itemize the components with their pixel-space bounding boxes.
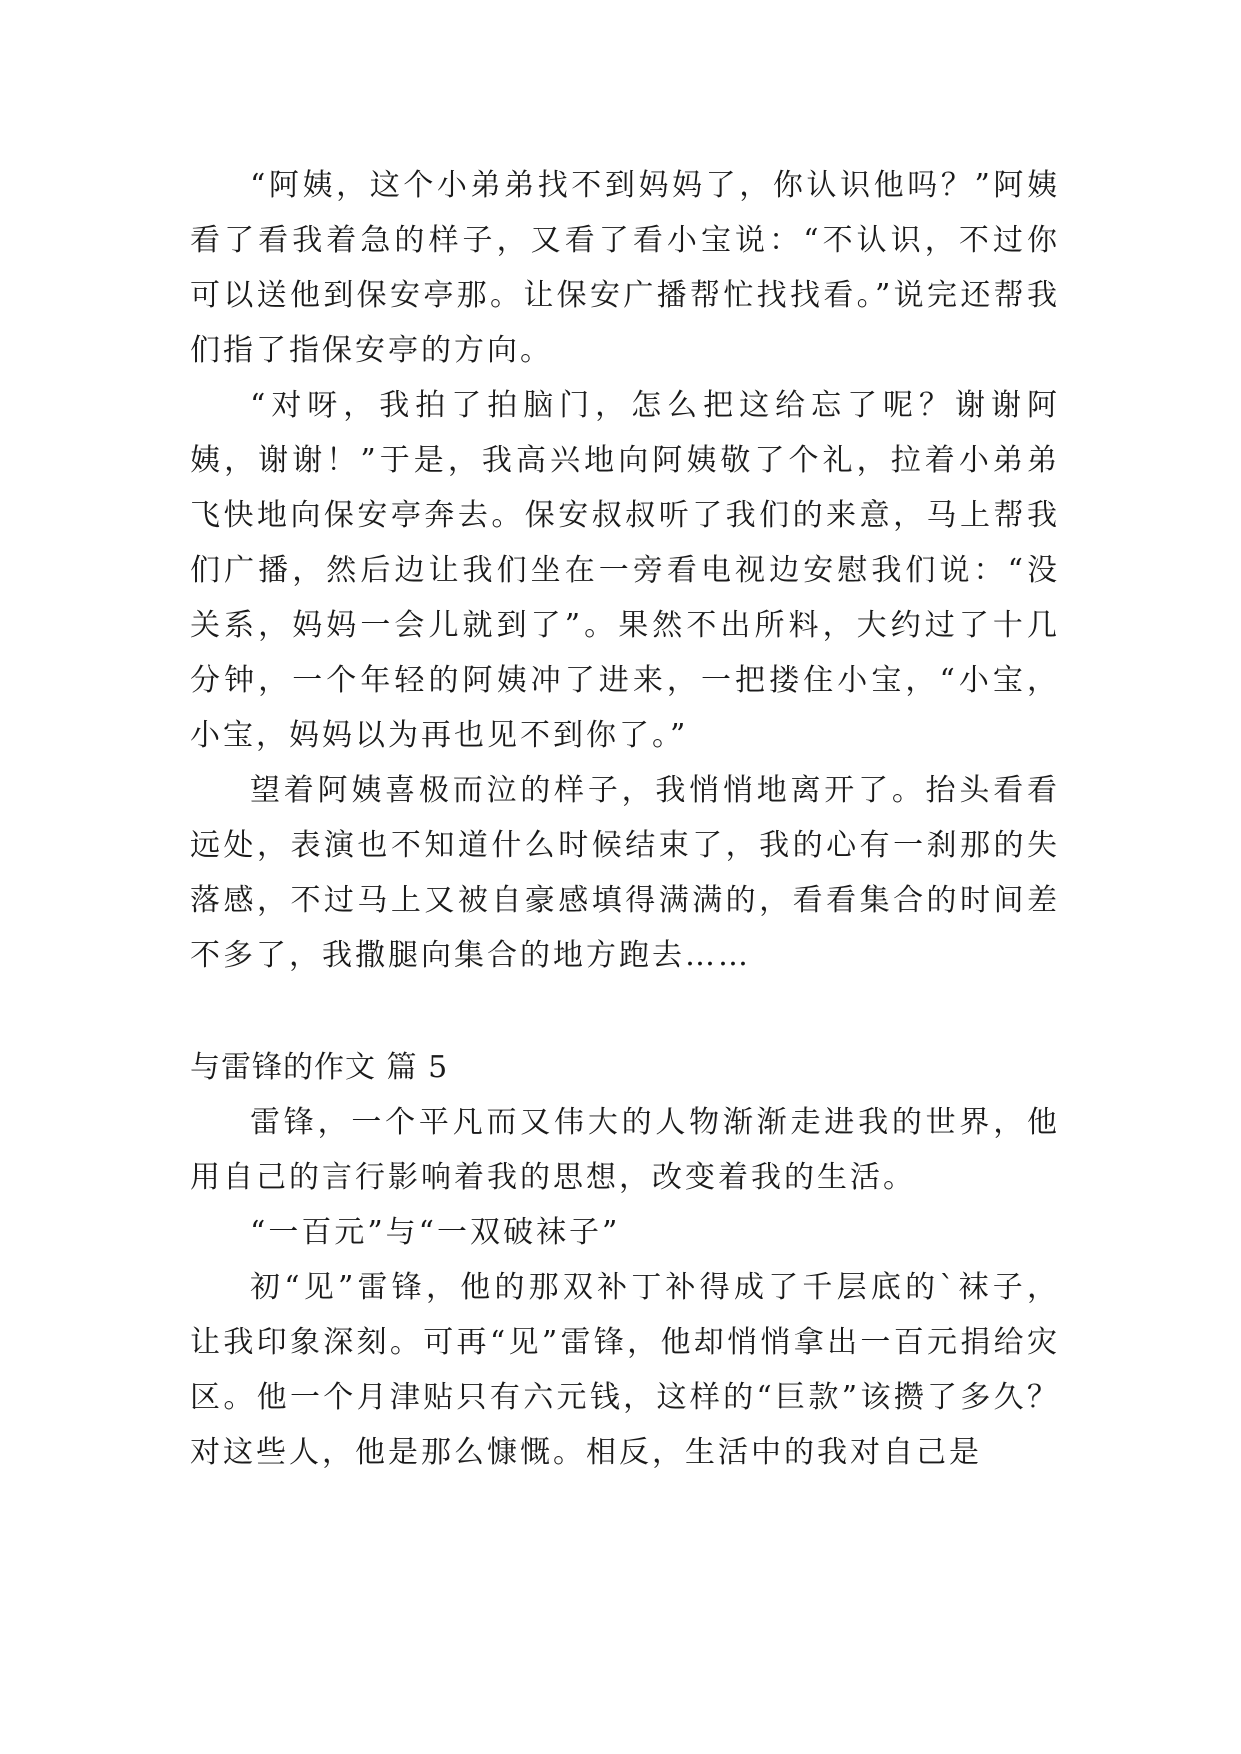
paragraph-2: “对呀，我拍了拍脑门，怎么把这给忘了呢？谢谢阿姨，谢谢！”于是，我高兴地向阿姨敬了个礼，拉着小弟弟飞快地向保安亭奔去。保安叔叔听了我们的来意，马上帮我们广播，然后边让我们坐在一旁看电视边安慰我们说：“没关系，妈妈一会儿就到了”。果然不出所料，大约过了十几分钟，一个年轻的阿姨冲了进来，一把搂住小宝，“小宝，小宝，妈妈以为再也见不到你了。”	[190, 388, 1060, 753]
document-body	[190, 158, 1060, 1480]
paragraph-4: 雷锋，一个平凡而又伟大的人物渐渐走进我的世界，他用自己的言行影响着我的思想，改变着我的生活。	[190, 1105, 1060, 1195]
paragraph-1: “阿姨，这个小弟弟找不到妈妈了，你认识他吗？”阿姨看了看我着急的样子，又看了看小宝说：“不认识，不过你可以送他到保安亭那。让保安广播帮忙找找看。”说完还帮我们指了指保安亭的方向。	[190, 168, 1060, 368]
section-spacer	[190, 983, 1060, 1040]
paragraph-5: 初“见”雷锋，他的那双补丁补得成了千层底的`袜子，让我印象深刻。可再“见”雷锋，他却悄悄拿出一百元捐给灾区。他一个月津贴只有六元钱，这样的“巨款”该攒了多久？对这些人，他是那么慷慨。相反，生活中的我对自己是	[190, 1270, 1060, 1470]
subheading-paragraph: “一百元”与“一双破袜子”	[250, 1215, 621, 1250]
paragraph-3: 望着阿姨喜极而泣的样子，我悄悄地离开了。抬头看看远处，表演也不知道什么时候结束了，我的心有一刹那的失落感，不过马上又被自豪感填得满满的，看看集合的时间差不多了，我撒腿向集合的地方跑去……	[190, 773, 1060, 973]
section-heading: 与雷锋的作文 篇 5	[190, 1050, 449, 1085]
